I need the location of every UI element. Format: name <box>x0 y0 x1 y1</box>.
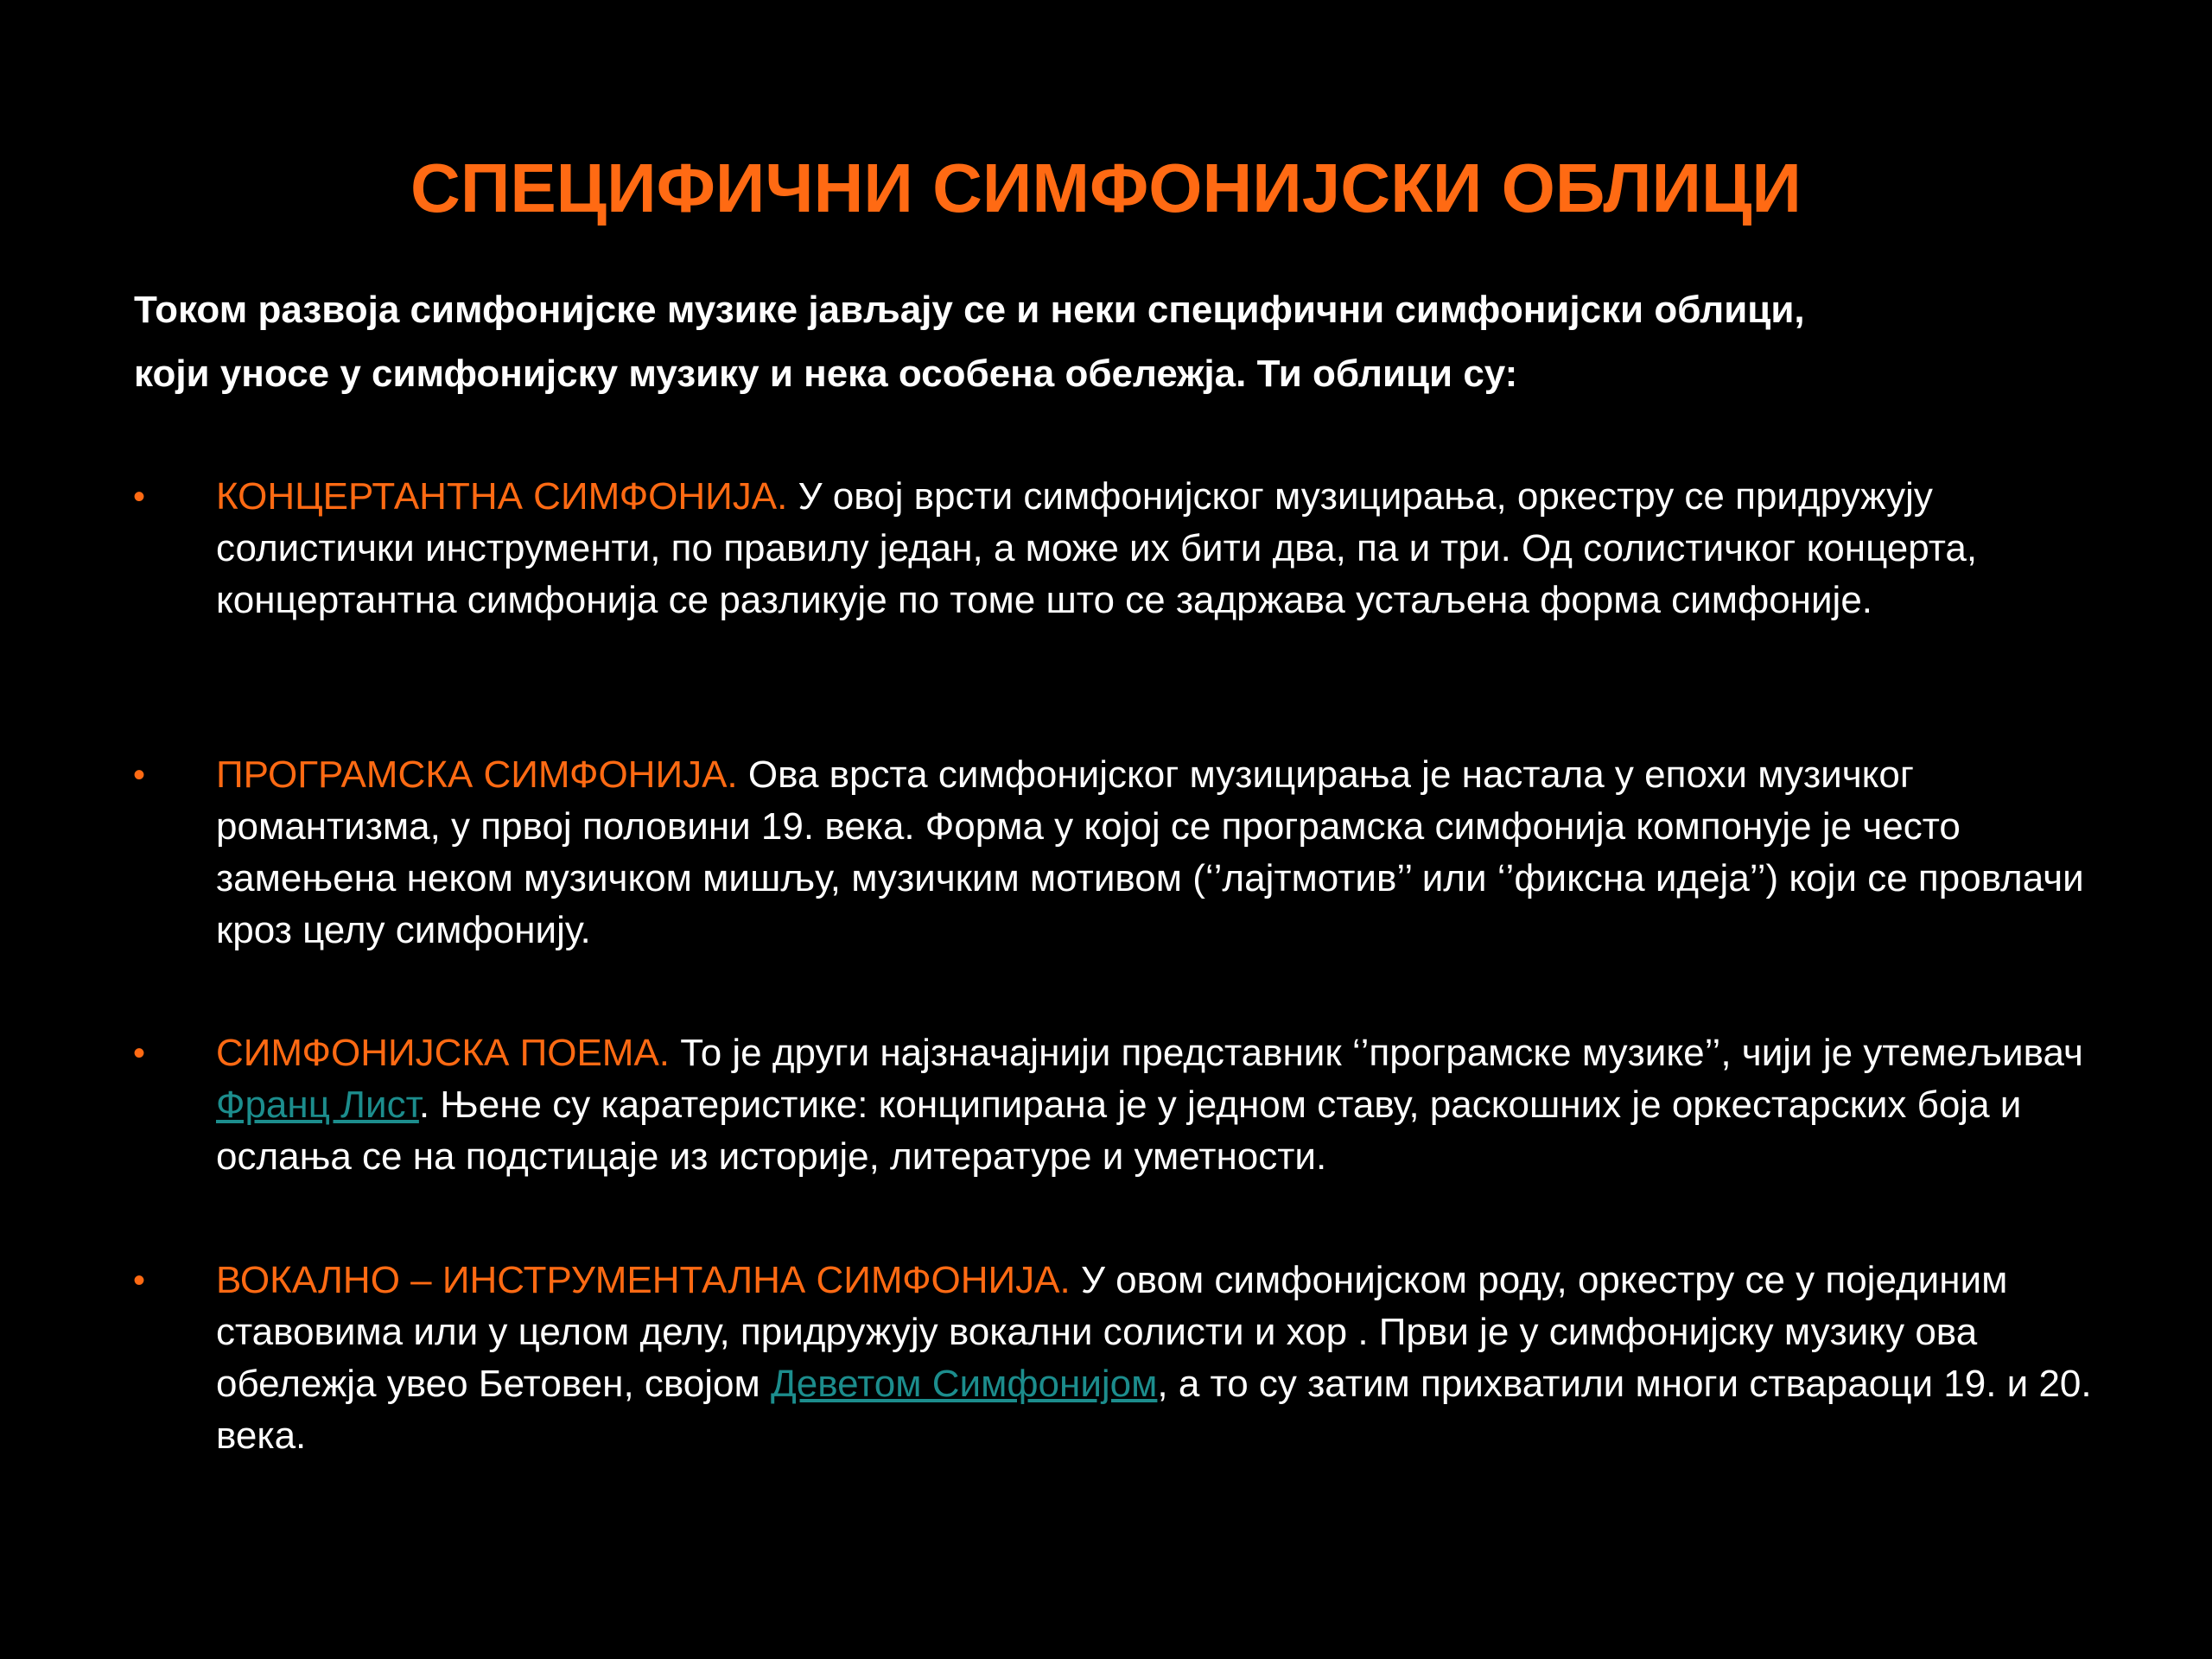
intro-paragraph <box>134 278 2121 406</box>
term-vocal: ВОКАЛНО – ИНСТРУМЕНТАЛНА СИМФОНИЈА. <box>216 1259 1071 1301</box>
description-poem-after: . Њене су каратеристике: конципирана је у једном ставу, раскошних је оркестарских боја и ослања се на подстицаје из историје, литературе и уметности. <box>216 1084 2022 1178</box>
description-concertante: У овој врсти симфонијског музицирања, оркестру се придружују солистички инструменти, по правилу један, а може их бити два, па и три. Од солистичког концерта, концертантна симфонија се разликује по томе што се задржава устаљена форма симфоније. <box>216 475 1978 621</box>
intro-line-2: који уносе у симфонијску музику и нека особена обележја. Ти облици су: <box>134 353 1518 395</box>
bullet-icon: • <box>133 478 146 516</box>
slide-title: СПЕЦИФИЧНИ СИМФОНИЈСКИ ОБЛИЦИ <box>410 149 1802 226</box>
list-item-program <box>133 749 2100 957</box>
intro-line-1: Током развоја симфонијске музике јављају се и неки специфични симфонијски облици, <box>134 289 1805 331</box>
term-poem: СИМФОНИЈСКА ПОЕМА. <box>216 1032 671 1074</box>
description-vocal-after: , а то су затим прихватили многи ствараоци 19. и 20. века. <box>216 1363 2092 1457</box>
description-vocal-before: У овом симфонијском роду, оркестру се у појединим ставовима или у целом делу, придружују вокални солисти и хор . Први је у симфонијску музику ова обележја увео Бетовен, својом <box>216 1259 2008 1405</box>
list-item-poem <box>133 1027 2100 1183</box>
link-franz-liszt[interactable]: Франц Лист <box>216 1084 419 1126</box>
term-program: ПРОГРАМСКА СИМФОНИЈА. <box>216 753 738 796</box>
term-concertante: КОНЦЕРТАНТНА СИМФОНИЈА. <box>216 475 788 518</box>
link-ninth-symphony[interactable]: Деветом Симфонијом <box>770 1363 1158 1405</box>
list-item-concertante <box>133 471 2100 626</box>
bullet-icon: • <box>133 1262 146 1300</box>
description-poem-before: То је други најзначајнији представник ‘’програмске музике’’, чији је утемељивач <box>670 1032 2083 1074</box>
list-item-vocal <box>133 1255 2100 1462</box>
bullet-icon: • <box>133 756 146 794</box>
description-program: Ова врста симфонијског музицирања је настала у епохи музичког романтизма, у првој половини 19. века. Форма у којој се програмска симфонија компонује је често замењена неком музичком мишљу, музичким мотивом (‘’лајтмотив’’ или ‘’фиксна идеја’’) који се провлачи кроз целу симфонију. <box>216 753 2084 951</box>
bullet-icon: • <box>133 1034 146 1072</box>
